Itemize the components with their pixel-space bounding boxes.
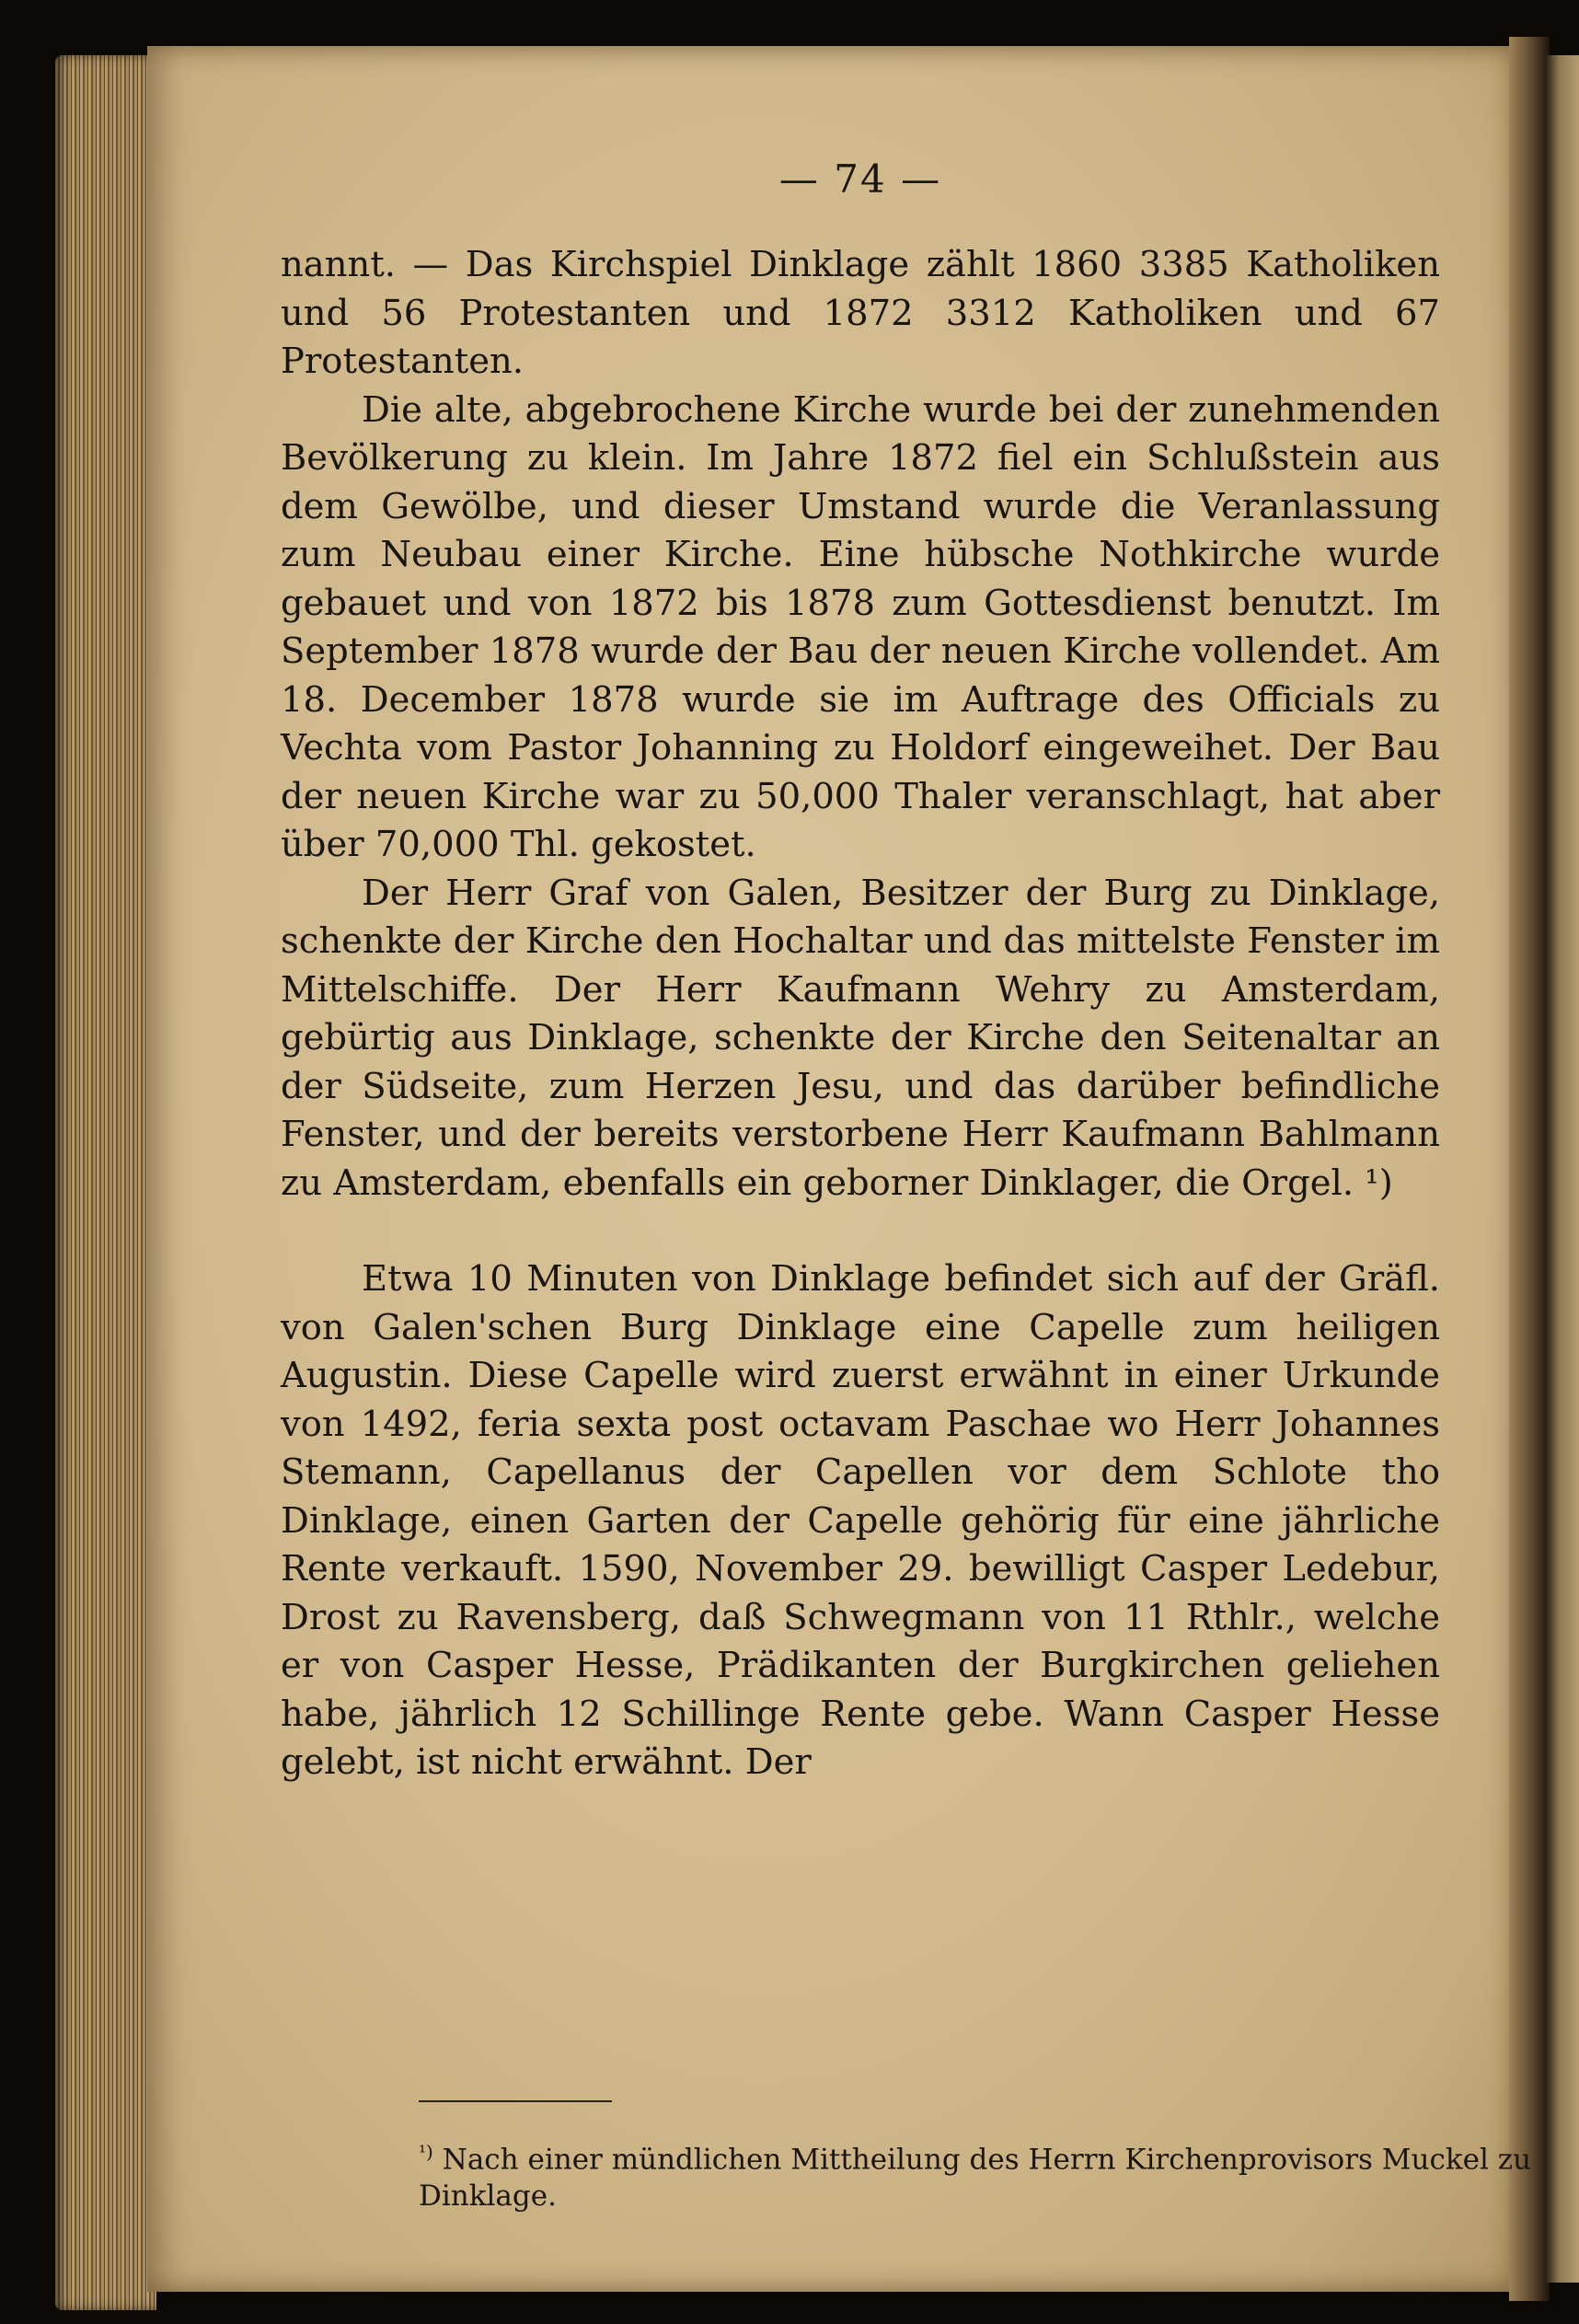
paragraph-donations: Der Herr Graf von Galen, Besitzer der Burg zu Dinklage, schenkte der Kirche den Hochaltar und das mittelste Fenster im Mittelschiffe. Der Herr Kaufmann Wehry zu Amsterdam, gebürtig aus Dinklage, schenkte der Kirche den Seitenaltar an der Südseite, zum Herzen Jesu, und das darüber befindliche Fenster, und der bereits verstorbene Herr Kaufmann Bahlmann zu Amsterdam, ebenfalls ein geborner Dinklager, die Orgel. ¹) [281, 872, 1440, 1204]
footnote-divider [419, 2100, 612, 2102]
paragraph-continuation: nannt. — Das Kirchspiel Dinklage zählt 1860 3385 Katholiken und 56 Protestanten und 1872 3312 Katholiken und 67 Protestanten. [281, 244, 1440, 382]
footnote [419, 2133, 1578, 2214]
paragraph-church-rebuild: Die alte, abgebrochene Kirche wurde bei der zunehmenden Bevölkerung zu klein. Im Jahre 1872 fiel ein Schlußstein aus dem Gewölbe, und dieser Umstand wurde die Veranlassung zum Neubau einer Kirche. Eine hübsche Nothkirche wurde gebauet und von 1872 bis 1878 zum Gottesdienst benutzt. Im September 1878 wurde der Bau der neuen Kirche vollendet. Am 18. December 1878 wurde sie im Auftrage des Officials zu Vechta vom Pastor Johanning zu Holdorf eingeweihet. Der Bau der neuen Kirche war zu 50,000 Thaler veranschlagt, hat aber über 70,000 Thl. gekostet. [281, 388, 1440, 865]
book-gutter [1509, 37, 1550, 2301]
footnote-text: Nach einer mündlichen Mittheilung des Herrn Kirchenprovisors Muckel zu Dinklage. [419, 2143, 1532, 2214]
footnote-marker: ¹) [419, 2141, 433, 2163]
page-number: — 74 — [778, 156, 942, 202]
book-page-edges [55, 55, 156, 2310]
facing-page-edge [1546, 55, 1579, 2283]
paragraph-chapel-augustin: Etwa 10 Minuten von Dinklage befindet sich auf der Gräfl. von Galen'schen Burg Dinklage eine Capelle zum heiligen Augustin. Diese Capelle wird zuerst erwähnt in einer Urkunde von 1492, feria sexta post octavam Paschae wo Herr Johannes Stemann, Capellanus der Capellen vor dem Schlote tho Dinklage, einen Garten der Capelle gehörig für eine jährliche Rente verkauft. 1590, November 29. bewilligt Casper Ledebur, Drost zu Ravensberg, daß Schwegmann von 11 Rthlr., welche er von Casper Hesse, Prädikanten der Burgkirchen geliehen habe, jährlich 12 Schillinge Rente gebe. Wann Casper Hesse gelebt, ist nicht erwähnt. Der [281, 1258, 1440, 1783]
body-text [281, 241, 1440, 1787]
